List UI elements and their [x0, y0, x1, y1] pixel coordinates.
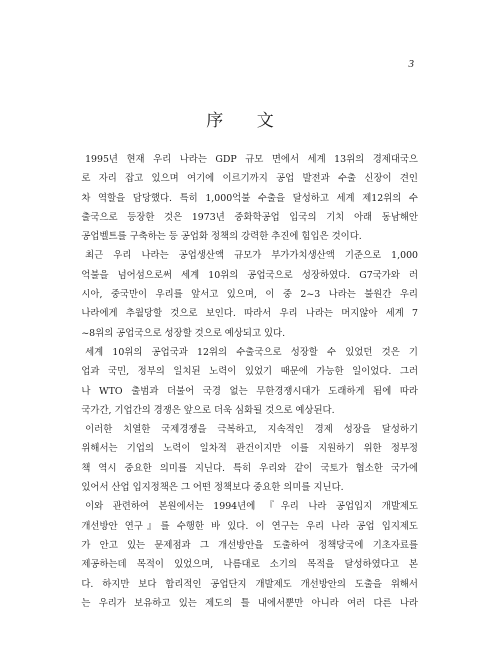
paragraph-4	[71, 420, 418, 497]
body-text	[71, 150, 418, 613]
page-title: 序 文	[206, 111, 288, 131]
text-line: 억불을 넘어섬으로써 세계 10위의 공업국으로 성장하였다. G7국가와 러	[81, 269, 418, 281]
text-line: 국가간, 기업간의 경쟁은 앞으로 더욱 심화될 것으로 예상된다.	[81, 404, 335, 416]
paragraph-5	[71, 497, 418, 613]
text-line: 업과 국민, 정부의 일치된 노력이 있었기 때문에 가능한 일이었다. 그러	[81, 366, 418, 378]
text-line: 있어서 산업 입지정책은 그 어떤 정책보다 중요한 의미를 지닌다.	[81, 482, 344, 494]
page-number: 3	[408, 58, 414, 70]
text-line: 이러한 치열한 국제경쟁을 극복하고, 지속적인 경제 성장을 달성하기	[85, 424, 418, 436]
text-line: 책 역시 중요한 의미를 지닌다. 특히 우리와 같이 국토가 협소한 국가에	[81, 462, 418, 474]
text-line: 출국으로 등장한 것은 1973년 중화학공업 입국의 기치 아래 동남해안	[81, 211, 418, 223]
text-line: 1995년 현재 우리 나라는 GDP 규모 면에서 세계 13위의 경제대국으	[85, 154, 418, 165]
paragraph-2	[71, 246, 418, 342]
text-line: 세계 10위의 공업국과 12위의 수출국으로 성장할 수 있었던 것은 기	[85, 346, 418, 358]
paragraph-1	[71, 150, 418, 246]
text-line: 공업벨트를 구축하는 등 공업화 정책의 강력한 추진에 힘입은 것이다.	[81, 231, 362, 243]
text-line: 최근 우리 나라는 공업생산액 규모가 부가가치생산액 기준으로 1,000	[85, 250, 418, 262]
text-line: 이와 관련하여 본원에서는 1994년에 『우리 나라 공업입지 개발제도	[85, 501, 418, 513]
text-line: 차 역할을 담당했다. 특히 1,000억불 수출을 달성하고 세계 제12위의 수	[81, 192, 418, 204]
text-line: 는 우리가 보유하고 있는 제도의 틀 내에서뿐만 아니라 여러 다른 나라	[81, 597, 418, 609]
text-line: 나 WTO 출범과 더불어 국경 없는 무한경쟁시대가 도래하게 됨에 따라	[81, 385, 418, 397]
text-line: 로 자리 잡고 있으며 여기에 이르기까지 공업 발전과 수출 신장이 견인	[81, 173, 418, 185]
text-line: 개선방안 연구』를 수행한 바 있다. 이 연구는 우리 나라 공업 입지제도	[81, 520, 418, 532]
text-line: 나라에게 추월당할 것으로 보인다. 따라서 우리 나라는 머지않아 세계 7	[81, 308, 418, 320]
text-line: 다. 하지만 보다 합리적인 공업단지 개발제도 개선방안의 도출을 위해서	[81, 578, 418, 590]
text-line: ~8위의 공업국으로 성장할 것으로 예상되고 있다.	[81, 327, 286, 339]
text-line: 위해서는 기업의 노력이 일차적 관건이지만 이를 지원하기 위한 정부정	[81, 443, 418, 455]
paragraph-3	[71, 343, 418, 420]
text-line: 시아, 중국만이 우리를 앞서고 있으며, 이 중 2~3 나라는 불원간 우리	[81, 289, 418, 301]
text-line: 제공하는데 목적이 있었으며, 나름대로 소기의 목적을 달성하였다고 본	[81, 559, 418, 571]
text-line: 가 안고 있는 문제점과 그 개선방안을 도출하여 정책당국에 기초자료를	[81, 539, 418, 551]
